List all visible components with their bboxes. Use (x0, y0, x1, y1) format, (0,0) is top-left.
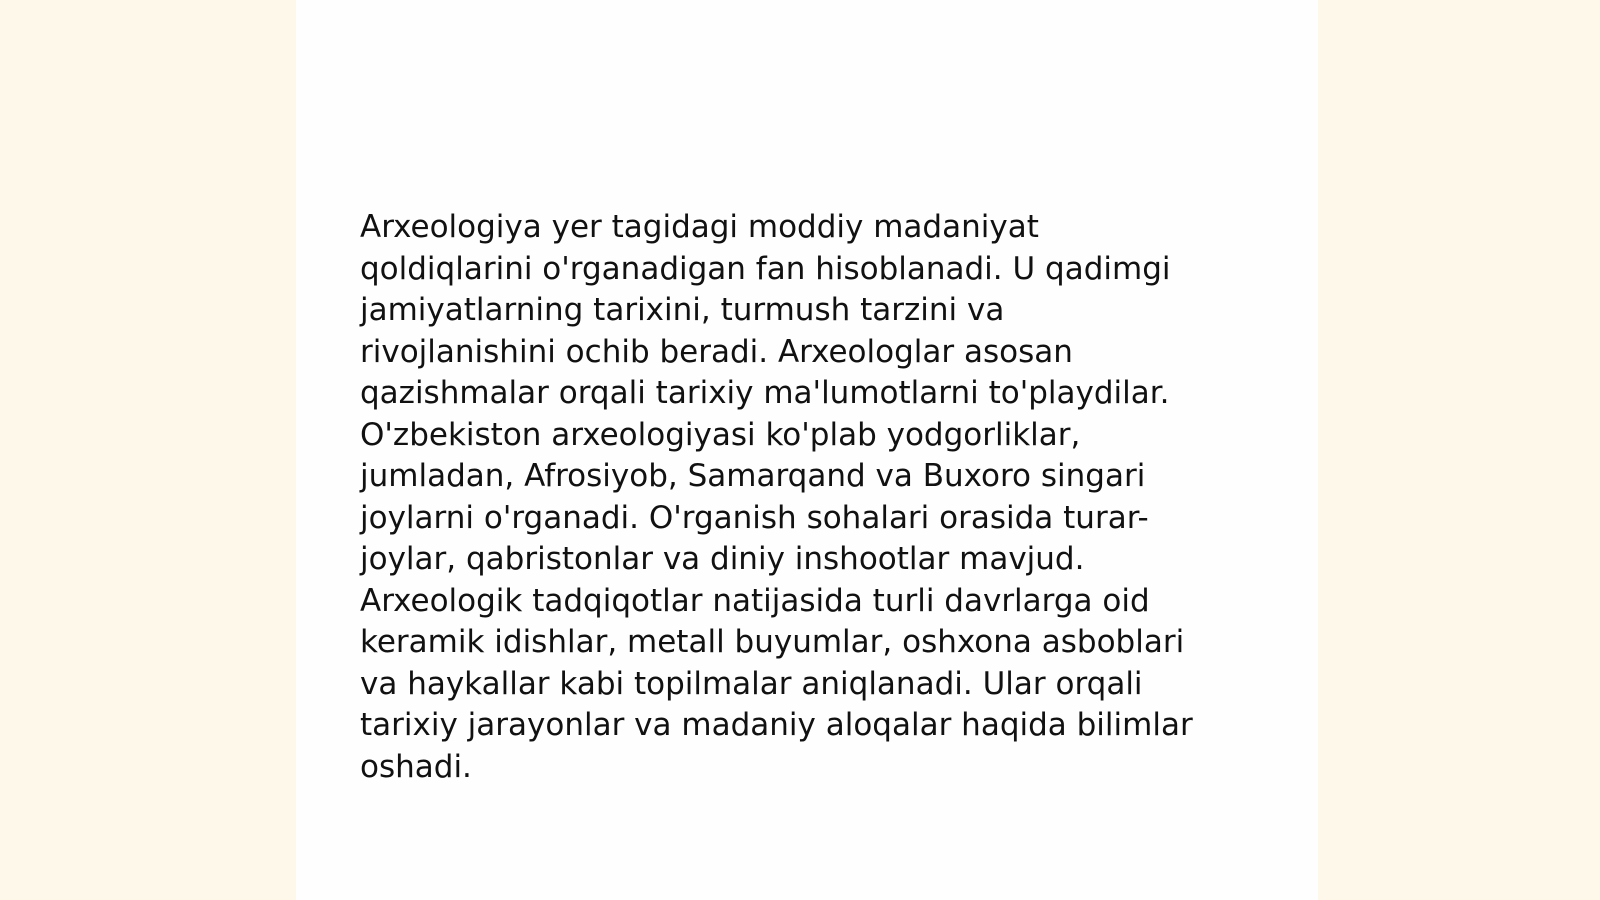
text-line: jamiyatlarning tarixini, turmush tarzini va (360, 292, 1005, 328)
text-line: Arxeologiya yer tagidagi moddiy madaniyat (360, 209, 1039, 245)
slide-page (296, 0, 1318, 900)
text-line: rivojlanishini ochib beradi. Arxeologlar asosan (360, 333, 1073, 370)
text-line: O'zbekiston arxeologiyasi ko'plab yodgorliklar, (360, 416, 1081, 453)
text-line: joylarni o'rganadi. O'rganish sohalari orasida turar- (360, 499, 1149, 536)
text-line: va haykallar kabi topilmalar aniqlanadi. Ular orqali (360, 665, 1143, 702)
text-line: oshadi. (360, 748, 472, 785)
text-line: jumladan, Afrosiyob, Samarqand va Buxoro singari (360, 458, 1146, 494)
text-line: keramik idishlar, metall buyumlar, oshxona asboblari (360, 624, 1185, 660)
text-line: Arxeologik tadqiqotlar natijasida turli davrlarga oid (360, 582, 1150, 619)
text-line: joylar, qabristonlar va diniy inshootlar mavjud. (360, 541, 1085, 577)
text-line: qazishmalar orqali tarixiy ma'lumotlarni to'playdilar. (360, 375, 1170, 411)
text-line: qoldiqlarini o'rganadigan fan hisoblanadi. U qadimgi (360, 250, 1171, 287)
body-paragraph (360, 207, 1260, 788)
text-line: tarixiy jarayonlar va madaniy aloqalar haqida bilimlar (360, 707, 1193, 743)
